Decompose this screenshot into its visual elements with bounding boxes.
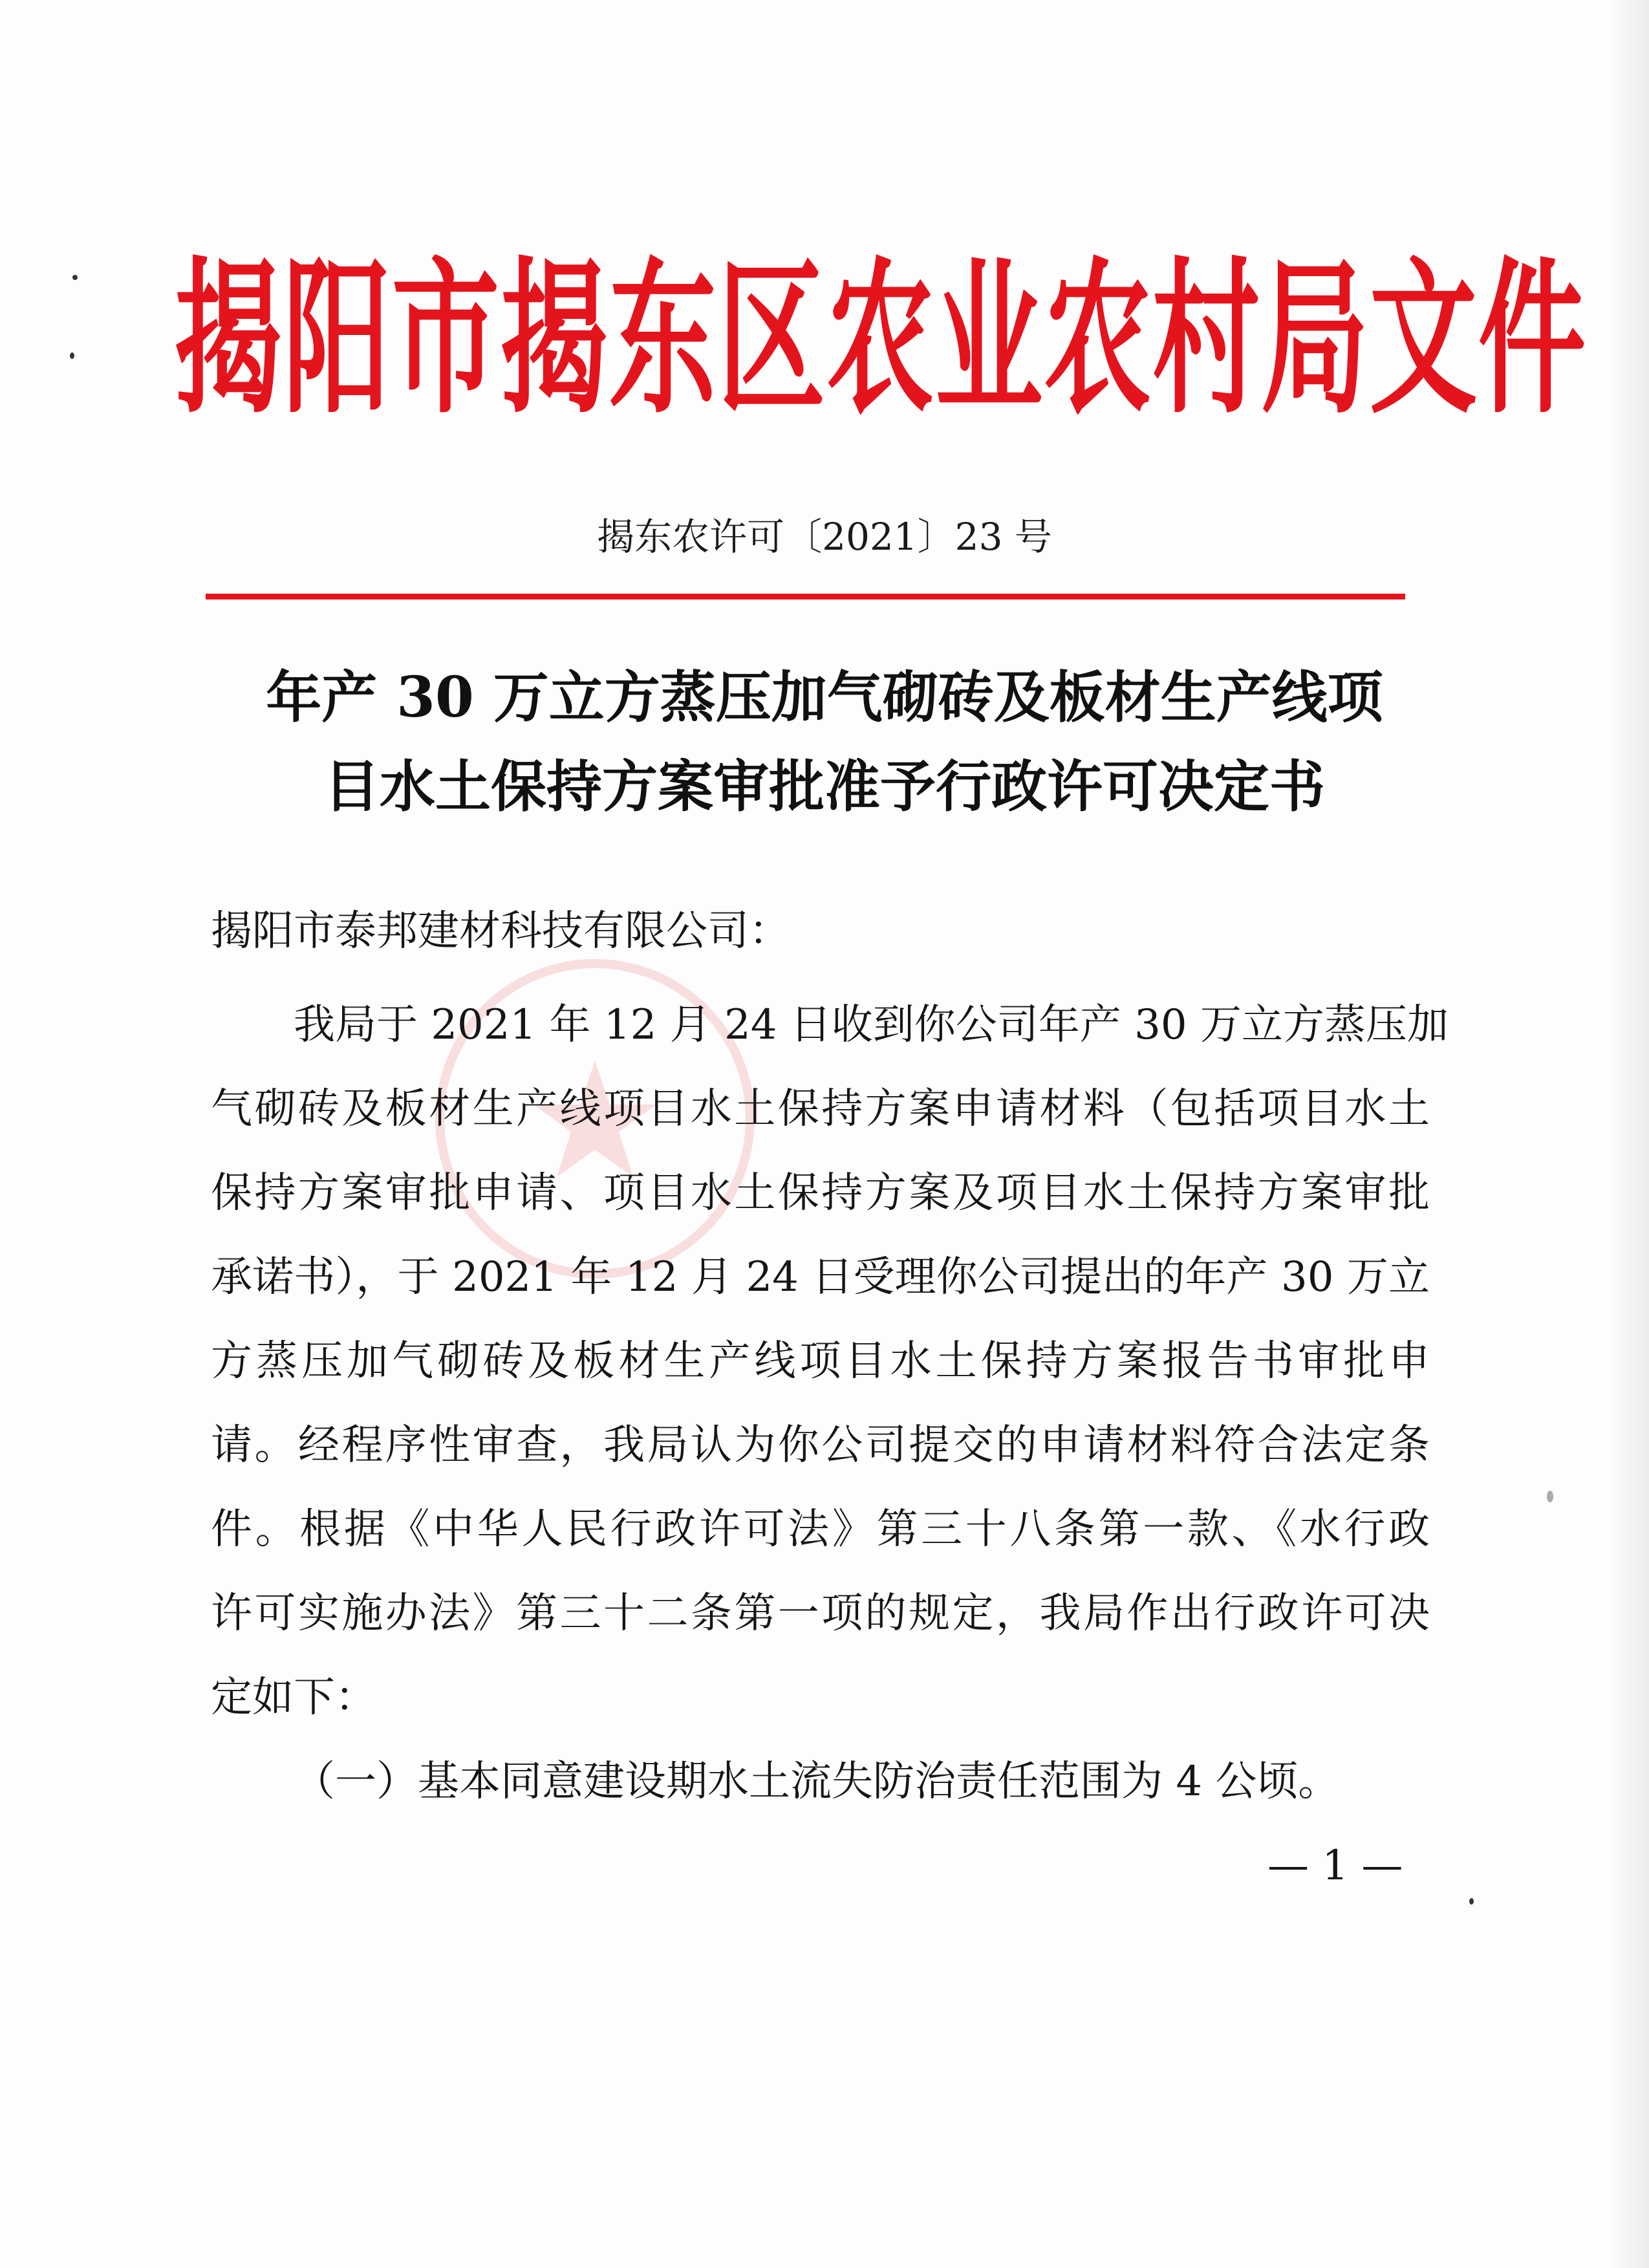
body-line: 许可实施办法》第三十二条第一项的规定，我局作出行政许可决 — [211, 1590, 1430, 1637]
document-title — [129, 653, 1520, 832]
scan-speck — [1547, 1491, 1553, 1502]
scan-speck — [70, 352, 74, 359]
document-masthead: 揭阳市揭东区农业农村局文件 — [175, 241, 1587, 437]
body-line: 定如下： — [211, 1674, 376, 1722]
scan-speck — [72, 275, 78, 280]
addressee: 揭阳市泰邦建材科技有限公司： — [211, 907, 790, 955]
document-number: 揭东农许可〔2021〕23 号 — [597, 515, 1052, 559]
red-separator-line — [206, 594, 1405, 599]
title-line-2: 目水土保持方案审批准予行政许可决定书 — [324, 754, 1325, 819]
body-line: 承诺书），于 2021 年 12 月 24 日受理你公司提出的年产 30 万立 — [211, 1253, 1430, 1301]
body-line: 请。经程序性审查，我局认为你公司提交的申请材料符合法定条 — [211, 1421, 1430, 1469]
title-line-1: 年产 30 万立方蒸压加气砌砖及板材生产线项 — [266, 665, 1383, 730]
body-line: 方蒸压加气砌砖及板材生产线项目水土保持方案报告书审批申 — [211, 1337, 1430, 1385]
page-number: — 1 — — [1267, 1842, 1403, 1890]
scan-speck — [1469, 1898, 1474, 1905]
body-line: 气砌砖及板材生产线项目水土保持方案申请材料（包括项目水土 — [211, 1085, 1430, 1133]
document-body — [211, 983, 1449, 1824]
body-line: 我局于 2021 年 12 月 24 日收到你公司年产 30 万立方蒸压加 — [294, 1001, 1449, 1049]
body-line: 件。根据《中华人民行政许可法》第三十八条第一款、《水行政 — [211, 1506, 1430, 1553]
body-line: （一）基本同意建设期水土流失防治责任范围为 4 公顷。 — [294, 1758, 1340, 1806]
body-line: 保持方案审批申请、项目水土保持方案及项目水土保持方案审批 — [211, 1169, 1430, 1217]
